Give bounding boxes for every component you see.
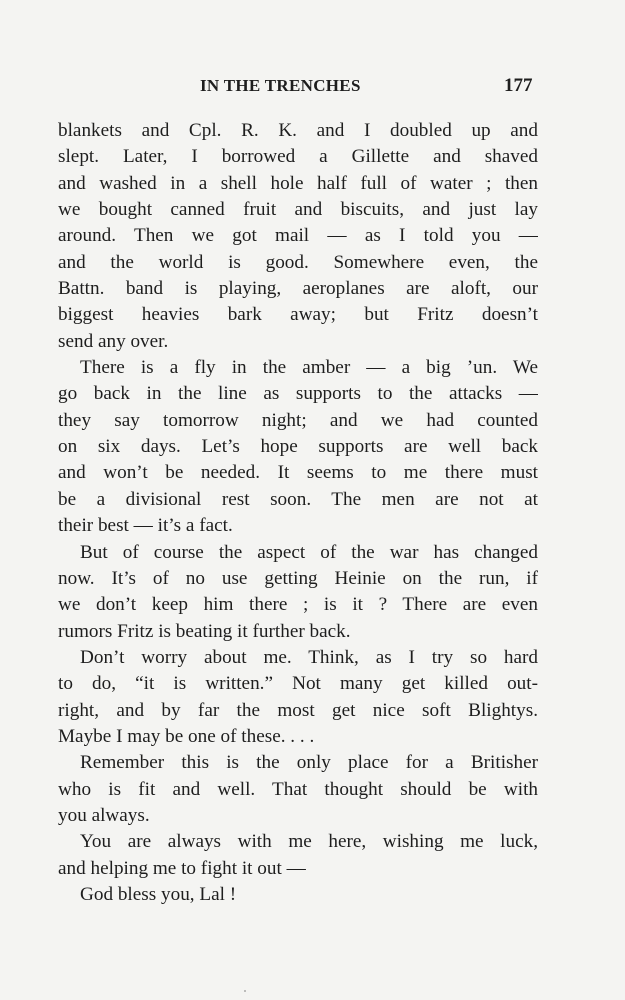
text-line: now. It’s of no use getting Heinie on the run, if xyxy=(58,567,538,589)
text-line: biggest heavies bark away; but Fritz doesn’t xyxy=(58,304,538,326)
text-line: Remember this is the only place for a Britisher xyxy=(80,752,538,774)
text-line: around. Then we got mail — as I told you — xyxy=(58,225,538,247)
paper-speck xyxy=(244,990,246,992)
text-line: and won’t be needed. It seems to me there must xyxy=(58,462,538,484)
text-line: on six days. Let’s hope supports are well back xyxy=(58,436,538,458)
text-line: rumors Fritz is beating it further back. xyxy=(58,620,351,642)
text-line: and washed in a shell hole half full of water ; then xyxy=(58,172,538,194)
text-line: to do, “it is written.” Not many get killed out- xyxy=(58,673,538,695)
text-line: There is a fly in the amber — a big ’un. We xyxy=(80,357,538,379)
running-head: IN THE TRENCHES xyxy=(200,76,361,95)
text-line: they say tomorrow night; and we had counted xyxy=(58,409,538,431)
text-line: But of course the aspect of the war has changed xyxy=(80,541,538,563)
text-line: Battn. band is playing, aeroplanes are aloft, our xyxy=(58,278,538,300)
text-line: blankets and Cpl. R. K. and I doubled up and xyxy=(58,120,538,141)
text-line: go back in the line as supports to the attacks — xyxy=(58,383,538,405)
text-line: slept. Later, I borrowed a Gillette and shaved xyxy=(58,146,538,168)
page-number: 177 xyxy=(504,75,533,96)
body-text xyxy=(58,118,538,908)
text-line: you always. xyxy=(58,804,150,826)
text-line: we don’t keep him there ; is it ? There are even xyxy=(58,594,538,616)
text-line: right, and by far the most get nice soft Blightys. xyxy=(58,699,538,721)
text-line: their best — it’s a fact. xyxy=(58,515,233,537)
text-line: You are always with me here, wishing me luck, xyxy=(80,831,538,853)
text-line: we bought canned fruit and biscuits, and just lay xyxy=(58,199,538,221)
text-line: who is fit and well. That thought should be with xyxy=(58,778,538,800)
text-line: Maybe I may be one of these. . . . xyxy=(58,725,315,747)
text-line: be a divisional rest soon. The men are not at xyxy=(58,488,538,510)
text-line: and the world is good. Somewhere even, the xyxy=(58,251,538,273)
text-line: and helping me to fight it out — xyxy=(58,857,306,879)
text-line: Don’t worry about me. Think, as I try so hard xyxy=(80,646,538,668)
text-line: God bless you, Lal ! xyxy=(80,883,237,905)
text-line: send any over. xyxy=(58,330,169,352)
